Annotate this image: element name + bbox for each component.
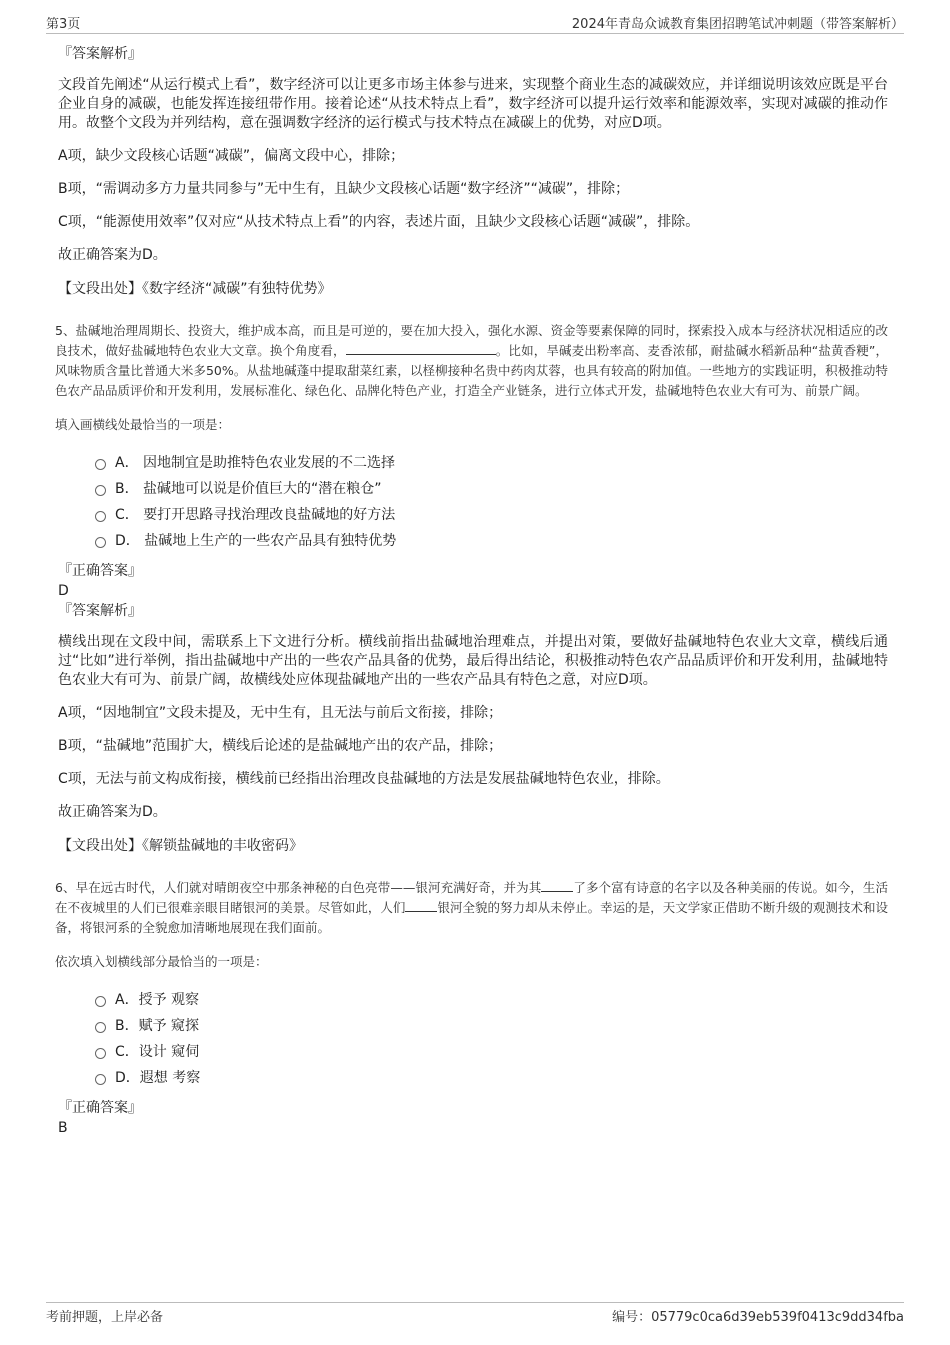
- fill-blank: [541, 879, 573, 892]
- radio-icon[interactable]: [95, 996, 106, 1007]
- option-c[interactable]: C．设计 窥伺: [95, 1038, 888, 1064]
- option-c-analysis: C项，“能源使用效率”仅对应“从技术特点上看”的内容，表述片面，且缺少文段核心话题“减碳”，排除。: [58, 214, 700, 230]
- option-d[interactable]: D．遐想 考察: [95, 1064, 888, 1090]
- correct-answer: B: [58, 1120, 68, 1136]
- option-c[interactable]: C． 要打开思路寻找治理改良盐碱地的好方法: [95, 501, 888, 527]
- radio-icon[interactable]: [95, 459, 106, 470]
- option-b[interactable]: B．赋予 窥探: [95, 1012, 888, 1038]
- option-a[interactable]: A．授予 观察: [95, 986, 888, 1012]
- question-5-text: 5、盐碱地治理周期长、投资大，维护成本高，而且是可逆的，要在加大投入，强化水源、资金等要素保障的同时，探索投入成本与经济状况相适应的改良技术，做好盐碱地特色农业大文章。换个角度看， 。比如，旱碱麦出粉率高、麦香浓郁，耐盐碱水稻新品种“盐黄香粳”，风味物质含量比普通大米多50%。从盐地碱蓬中提取甜菜红素，以柽柳接种名贵中药肉苁蓉，也具有较高的附加值。一些地方的实践证明，积极推动特色农产品品质评价和开发利用，发展标准化、绿色化、品牌化特色产业，打造全产业链条，进行立体式开发，盐碱地特色农业大有可为、前景广阔。: [55, 323, 888, 398]
- document-code: 编号：05779c0ca6d39eb539f0413c9dd34fba: [612, 1310, 904, 1325]
- passage-source: 【文段出处】《数字经济“减碳”有独特优势》: [58, 281, 332, 297]
- analysis-heading: 『答案解析』: [58, 603, 142, 619]
- analysis-heading: 『答案解析』: [58, 46, 142, 62]
- analysis-paragraph: 文段首先阐述“从运行模式上看”，数字经济可以让更多市场主体参与进来，实现整个商业生态的减碳效应，并详细说明该效应既是平台企业自身的减碳，也能发挥连接纽带作用。接着论述“从技术特点上看”，数字经济可以提升运行效率和能源效率，实现对减碳的推动作用。故整个文段为并列结构，意在强调数字经济的运行模式与技术特点在减碳上的优势，对应D项。: [58, 77, 888, 131]
- option-a[interactable]: A． 因地制宜是助推特色农业发展的不二选择: [95, 449, 888, 475]
- radio-icon[interactable]: [95, 1022, 106, 1033]
- radio-icon[interactable]: [95, 485, 106, 496]
- page-header: [46, 13, 904, 34]
- footer-slogan: 考前押题，上岸必备: [46, 1310, 164, 1325]
- correct-answer: D: [58, 583, 69, 599]
- option-b-analysis: B项，“需调动多方力量共同参与”无中生有，且缺少文段核心话题“数字经济”“减碳”，排除；: [58, 181, 630, 197]
- question-6-options: [95, 986, 888, 1090]
- fill-blank: [405, 899, 437, 912]
- option-b-analysis: B项，“盐碱地”范围扩大，横线后论述的是盐碱地产出的农产品，排除；: [58, 738, 503, 754]
- answer-conclusion: 故正确答案为D。: [58, 804, 167, 820]
- page-number: 第3页: [46, 17, 81, 32]
- radio-icon[interactable]: [95, 1074, 106, 1085]
- document-title: 2024年青岛众诚教育集团招聘笔试冲刺题（带答案解析）: [571, 17, 904, 32]
- analysis-paragraph: 横线出现在文段中间，需联系上下文进行分析。横线前指出盐碱地治理难点，并提出对策，要做好盐碱地特色农业大文章，横线后通过“比如”进行举例，指出盐碱地中产出的一些农产品具备的优势，最后得出结论，积极推动特色农产品品质评价和开发利用，盐碱地特色农业大有可为、前景广阔，故横线处应体现盐碱地产出的一些农产品具有特色之意，对应D项。: [58, 634, 888, 688]
- fill-blank: [346, 342, 496, 355]
- page-content: [55, 44, 888, 1138]
- radio-icon[interactable]: [95, 537, 106, 548]
- answer-conclusion: 故正确答案为D。: [58, 247, 167, 263]
- page-footer: [46, 1302, 904, 1325]
- correct-answer-heading: 『正确答案』: [58, 1100, 142, 1116]
- option-a-analysis: A项，“因地制宜”文段未提及，无中生有，且无法与前后文衔接，排除；: [58, 705, 503, 721]
- question-6-text: 6、早在远古时代，人们就对晴朗夜空中那条神秘的白色亮带——银河充满好奇，并为其 了多个富有诗意的名字以及各种美丽的传说。如今，生活在不夜城里的人们已很难亲眼目睹银河的美景。尽管如此，人们 银河全貌的努力却从未停止。幸运的是，天文学家正借助不断升级的观测技术和设备，将银河系的全貌愈加清晰地展现在我们面前。: [55, 880, 888, 935]
- question-5-prompt: 填入画横线处最恰当的一项是：: [55, 417, 231, 432]
- option-d[interactable]: D． 盐碱地上生产的一些农产品具有独特优势: [95, 527, 888, 553]
- correct-answer-heading: 『正确答案』: [58, 563, 142, 579]
- question-6-prompt: 依次填入划横线部分最恰当的一项是：: [55, 954, 268, 969]
- passage-source: 【文段出处】《解锁盐碱地的丰收密码》: [58, 838, 303, 854]
- option-c-analysis: C项，无法与前文构成衔接，横线前已经指出治理改良盐碱地的方法是发展盐碱地特色农业，排除。: [58, 771, 670, 787]
- radio-icon[interactable]: [95, 511, 106, 522]
- option-b[interactable]: B． 盐碱地可以说是价值巨大的“潜在粮仓”: [95, 475, 888, 501]
- option-a-analysis: A项，缺少文段核心话题“减碳”，偏离文段中心，排除；: [58, 148, 405, 164]
- radio-icon[interactable]: [95, 1048, 106, 1059]
- question-5-options: [95, 449, 888, 553]
